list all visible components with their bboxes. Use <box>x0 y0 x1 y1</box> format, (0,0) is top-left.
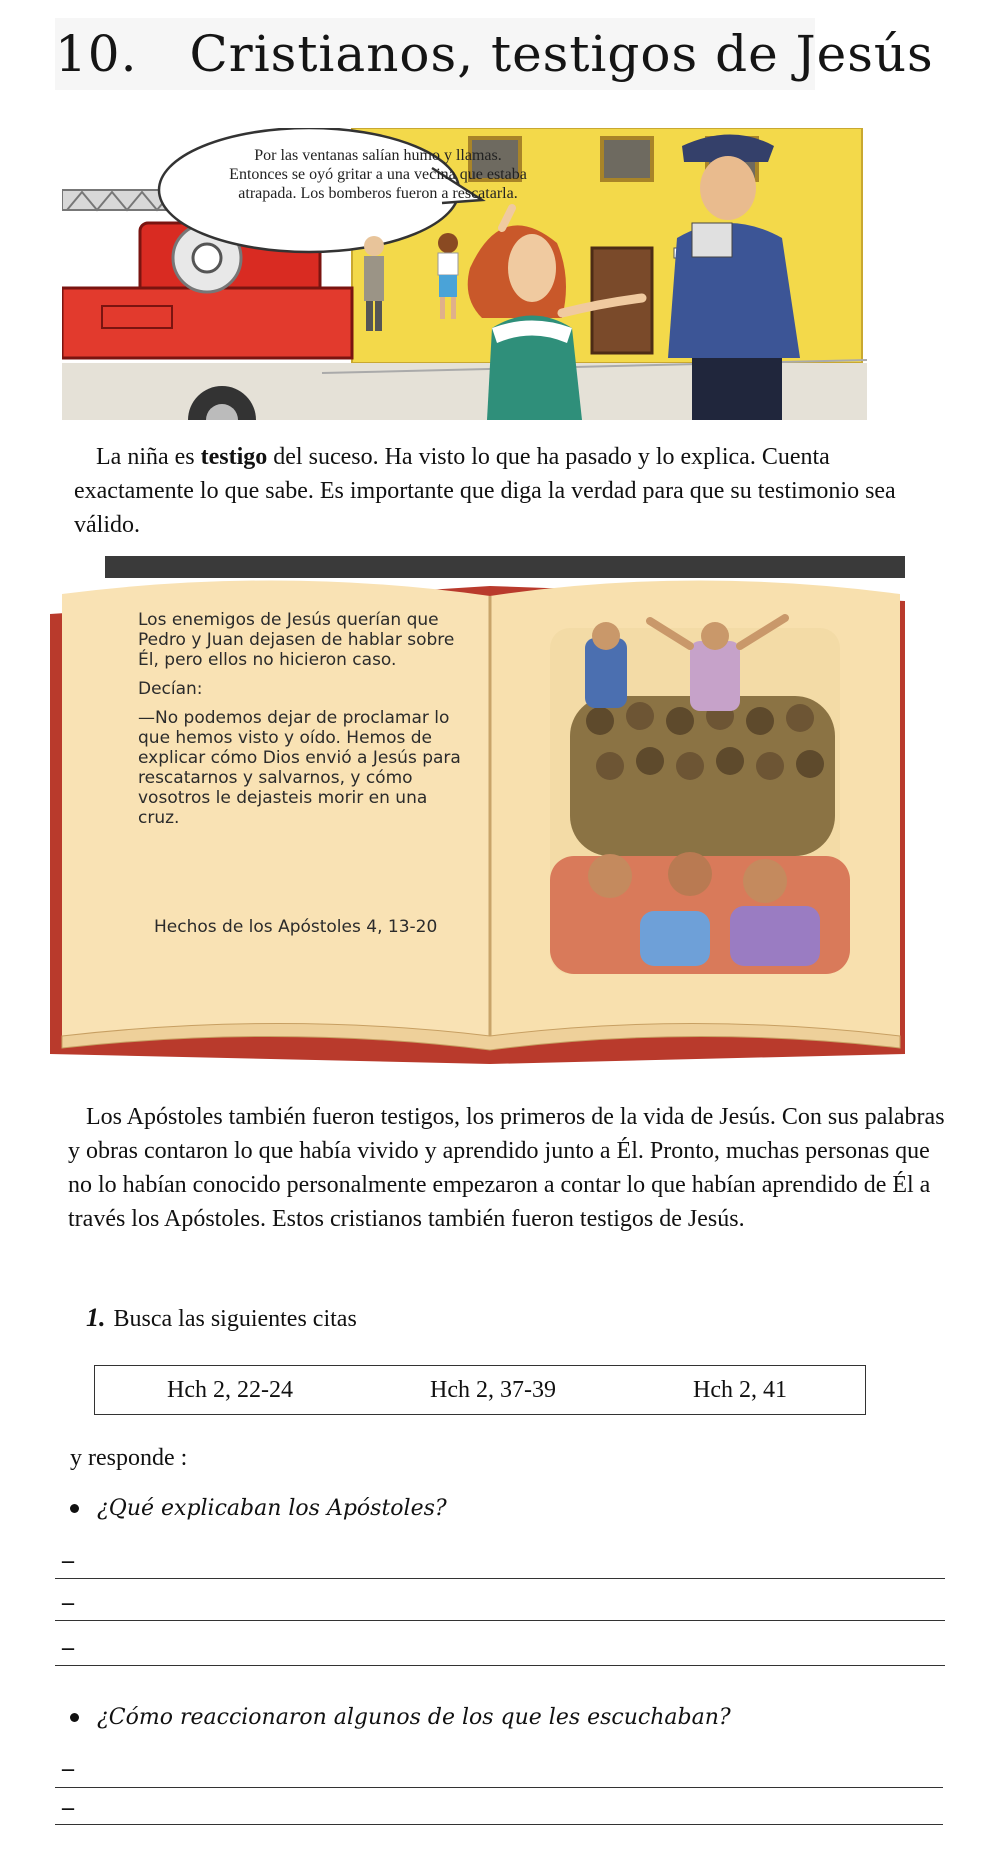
answer-dash: – <box>62 1590 74 1616</box>
speech-bubble-text: Por las ventanas salían humo y llamas. Entonces se oyó gritar a una vecina que estaba atrapada. Los bomberos fueron a rescatarla. <box>229 147 527 202</box>
exercise-instruction: Busca las siguientes citas <box>113 1306 357 1332</box>
bible-reference: Hechos de los Apóstoles 4, 13-20 <box>154 917 438 937</box>
book-passage <box>138 610 468 837</box>
para1-bold-word: testigo <box>200 444 268 470</box>
bullet-icon <box>70 1504 79 1513</box>
book-paragraph: Decían: <box>138 679 203 699</box>
citations-box <box>94 1365 866 1415</box>
answer-dash: – <box>62 1635 74 1661</box>
para2-text: Los Apóstoles también fueron testigos, los primeros de la vida de Jesús. Con sus palabras y obras contaron lo que había vivido y aprendido junto a Él. Pronto, muchas personas que no lo habían conocido personalmente empezaron a contar lo que habían aprendido de Él a través los Apóstoles. Estos cristianos también fueron testigos de Jesús. <box>68 1104 945 1232</box>
citation-item: Hch 2, 22-24 <box>167 1376 293 1403</box>
title-number: 10. <box>55 25 138 83</box>
apostles-crowd-illustration <box>550 618 850 974</box>
respond-label: y responde : <box>70 1445 188 1471</box>
answer-line[interactable] <box>55 1787 943 1788</box>
answer-line[interactable] <box>55 1578 945 1579</box>
bullet-icon <box>70 1713 79 1722</box>
citation-item: Hch 2, 37-39 <box>430 1376 556 1403</box>
book-paragraph: —No podemos dejar de proclamar lo que hemos visto y oído. Hemos de explicar cómo Dios envió a Jesús para rescatarnos y salvarnos, y cómo vosotros le dejasteis morir en una cruz. <box>138 708 461 828</box>
exercise-heading <box>86 1303 357 1333</box>
citation-item: Hch 2, 41 <box>693 1376 787 1403</box>
answer-dash: – <box>62 1756 74 1782</box>
question-1 <box>70 1496 447 1521</box>
page-title <box>55 18 934 90</box>
answer-line[interactable] <box>55 1824 943 1825</box>
para1-text: La niña es <box>96 444 201 470</box>
question-2 <box>70 1705 731 1730</box>
book-paragraph: Los enemigos de Jesús querían que Pedro y Juan dejasen de hablar sobre Él, pero ellos no hicieron caso. <box>138 610 455 670</box>
question-text: ¿Qué explicaban los Apóstoles? <box>97 1496 447 1521</box>
para1-text-end: del suceso. Ha visto lo que ha pasado y lo explica. Cuenta exactamente lo que sabe. Es importante que diga la verdad para que su testimonio sea válido. <box>74 444 896 538</box>
apostles-paragraph <box>68 1100 958 1236</box>
question-text: ¿Cómo reaccionaron algunos de los que les escuchaban? <box>97 1705 731 1730</box>
exercise-number: 1. <box>86 1303 106 1332</box>
answer-dash: – <box>62 1548 74 1574</box>
window <box>602 138 652 180</box>
intro-paragraph <box>74 440 954 542</box>
answer-line[interactable] <box>55 1665 945 1666</box>
title-text: Cristianos, testigos de Jesús <box>189 25 934 83</box>
answer-dash: – <box>62 1795 74 1821</box>
answer-line[interactable] <box>55 1620 945 1621</box>
